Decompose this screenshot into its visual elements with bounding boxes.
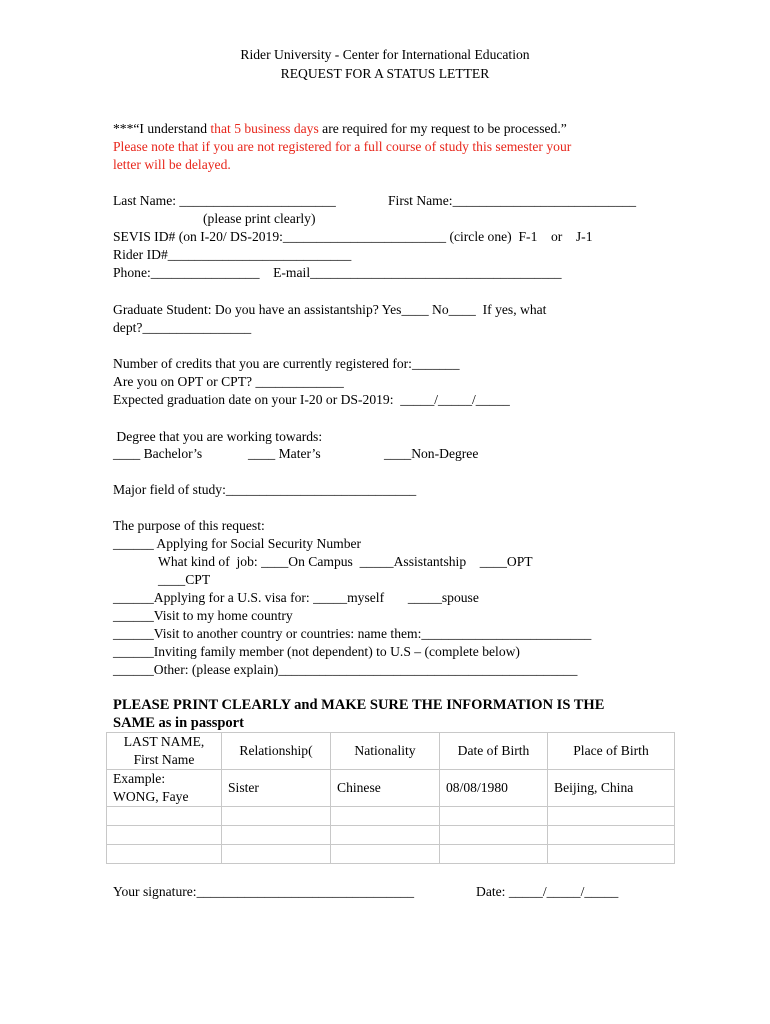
table-row[interactable]: [107, 845, 675, 864]
table-cell[interactable]: [548, 807, 675, 826]
registration-warning-line2: letter will be delayed.: [113, 157, 231, 172]
example-pob-cell: Beijing, China: [548, 770, 675, 807]
table-cell[interactable]: [222, 807, 331, 826]
example-name-cell: Example: WONG, Faye: [107, 770, 222, 807]
assistantship-dept-field[interactable]: dept?________________: [113, 320, 252, 335]
table-cell[interactable]: [107, 807, 222, 826]
table-row[interactable]: [107, 826, 675, 845]
opt-cpt-field[interactable]: Are you on OPT or CPT? _____________: [113, 374, 344, 389]
table-cell[interactable]: [107, 826, 222, 845]
notice-business-days: that 5 business days: [210, 121, 319, 136]
degree-bachelors-option[interactable]: ____ Bachelor’s: [113, 446, 203, 461]
table-cell[interactable]: [107, 845, 222, 864]
header-relationship: Relationship(: [222, 733, 331, 770]
date-field[interactable]: Date: _____/_____/_____: [476, 884, 619, 899]
table-cell[interactable]: [331, 826, 440, 845]
purpose-ssn-option[interactable]: ______ Applying for Social Security Number: [113, 536, 362, 551]
rider-id-field[interactable]: Rider ID#___________________________: [113, 247, 352, 262]
header-date-of-birth: Date of Birth: [440, 733, 548, 770]
assistantship-question[interactable]: Graduate Student: Do you have an assistantship? Yes____ No____ If yes, what: [113, 302, 547, 317]
table-row: [107, 770, 675, 807]
purpose-label: The purpose of this request:: [113, 518, 265, 533]
degree-masters-option[interactable]: ____ Mater’s: [248, 446, 321, 461]
table-cell[interactable]: [222, 826, 331, 845]
university-header: Rider University - Center for International Education: [240, 47, 530, 62]
table-cell[interactable]: [548, 845, 675, 864]
header-nationality: Nationality: [331, 733, 440, 770]
credits-field[interactable]: Number of credits that you are currently registered for:_______: [113, 356, 460, 371]
job-cpt-option[interactable]: ____CPT: [158, 572, 211, 587]
degree-label: Degree that you are working towards:: [113, 429, 323, 444]
first-name-field[interactable]: First Name:___________________________: [388, 193, 637, 208]
table-cell[interactable]: [440, 807, 548, 826]
purpose-other-option[interactable]: ______Other: (please explain)____________________________________________: [113, 662, 578, 677]
sevis-id-field[interactable]: SEVIS ID# (on I-20/ DS-2019:________________________ (circle one) F-1 or J-1: [113, 229, 593, 244]
notice-suffix: are required for my request to be processed.”: [318, 121, 567, 136]
passport-note-line2: SAME as in passport: [113, 715, 244, 731]
signature-field[interactable]: Your signature:________________________________: [113, 884, 415, 899]
notice-prefix: ***“I understand: [113, 121, 211, 136]
purpose-visa-option[interactable]: ______Applying for a U.S. visa for: _____myself _____spouse: [113, 590, 479, 605]
header-place-of-birth: Place of Birth: [548, 733, 675, 770]
passport-note-line1: PLEASE PRINT CLEARLY and MAKE SURE THE INFORMATION IS THE: [113, 697, 605, 713]
family-member-table: [106, 732, 675, 864]
table-cell[interactable]: [331, 807, 440, 826]
table-cell[interactable]: [548, 826, 675, 845]
purpose-invite-family-option[interactable]: ______Inviting family member (not dependent) to U.S – (complete below): [113, 644, 520, 659]
table-row[interactable]: [107, 807, 675, 826]
table-cell[interactable]: [222, 845, 331, 864]
degree-non-degree-option[interactable]: ____Non-Degree: [384, 446, 479, 461]
purpose-home-country-option[interactable]: ______Visit to my home country: [113, 608, 293, 623]
purpose-another-country-option[interactable]: ______Visit to another country or countries: name them:_________________________: [113, 626, 592, 641]
example-relationship-cell: Sister: [222, 770, 331, 807]
form-title: REQUEST FOR A STATUS LETTER: [280, 66, 490, 81]
phone-email-field[interactable]: Phone:________________ E-mail_____________________________________: [113, 265, 562, 280]
example-nationality-cell: Chinese: [331, 770, 440, 807]
example-dob-cell: 08/08/1980: [440, 770, 548, 807]
last-name-field[interactable]: Last Name: _______________________: [113, 193, 336, 208]
print-clearly-hint: (please print clearly): [203, 211, 316, 226]
table-cell[interactable]: [440, 826, 548, 845]
header-name: LAST NAME, First Name: [107, 733, 222, 770]
table-cell[interactable]: [331, 845, 440, 864]
table-cell[interactable]: [440, 845, 548, 864]
registration-warning-line1: Please note that if you are not registered for a full course of study this semester your: [113, 139, 572, 154]
major-field[interactable]: Major field of study:____________________________: [113, 482, 417, 497]
table-header-row: [107, 733, 675, 770]
job-kind-options[interactable]: What kind of job: ____On Campus _____Assistantship ____OPT: [158, 554, 533, 569]
processing-notice: [113, 120, 567, 138]
graduation-date-field[interactable]: Expected graduation date on your I-20 or DS-2019: _____/_____/_____: [113, 392, 510, 407]
